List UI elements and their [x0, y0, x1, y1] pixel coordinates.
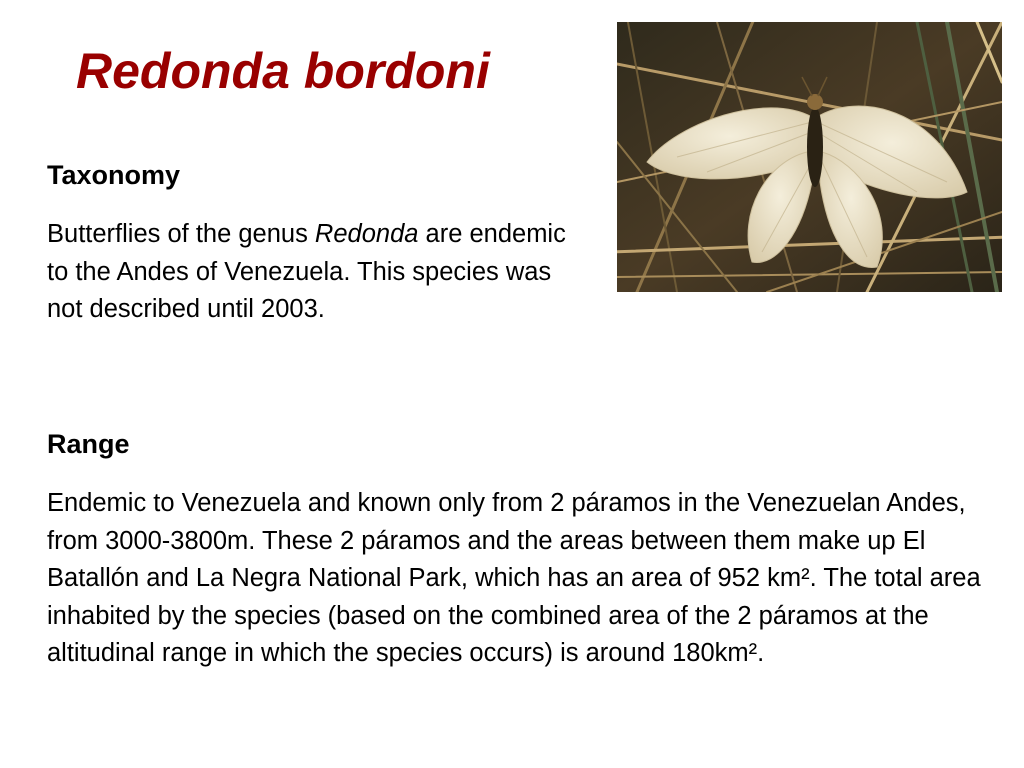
- taxonomy-text: [47, 216, 587, 329]
- taxonomy-heading: Taxonomy: [47, 160, 181, 190]
- range-text: Endemic to Venezuela and known only from 2 páramos in the Venezuelan Andes, from 3000-3800m. These 2 páramos and the areas between them make up El Batallón and La Negra National Park, which has an area of 952 km². The total area inhabited by the species (based on the combined area of the 2 páramos at the altitudinal range in which the species occurs) is around 180km².: [47, 489, 981, 667]
- slide-title: Redonda bordoni: [76, 43, 490, 99]
- butterfly-photo: [617, 22, 1002, 292]
- butterfly-photo-image: [617, 22, 1002, 292]
- taxonomy-text-part: are endemic to the Andes of Venezuela. This species was not described until 2003.: [47, 220, 566, 323]
- range-heading: Range: [47, 429, 130, 459]
- taxonomy-text-part: Butterflies of the genus: [47, 220, 315, 248]
- genus-name: Redonda: [314, 220, 419, 248]
- butterfly-body: [807, 107, 823, 187]
